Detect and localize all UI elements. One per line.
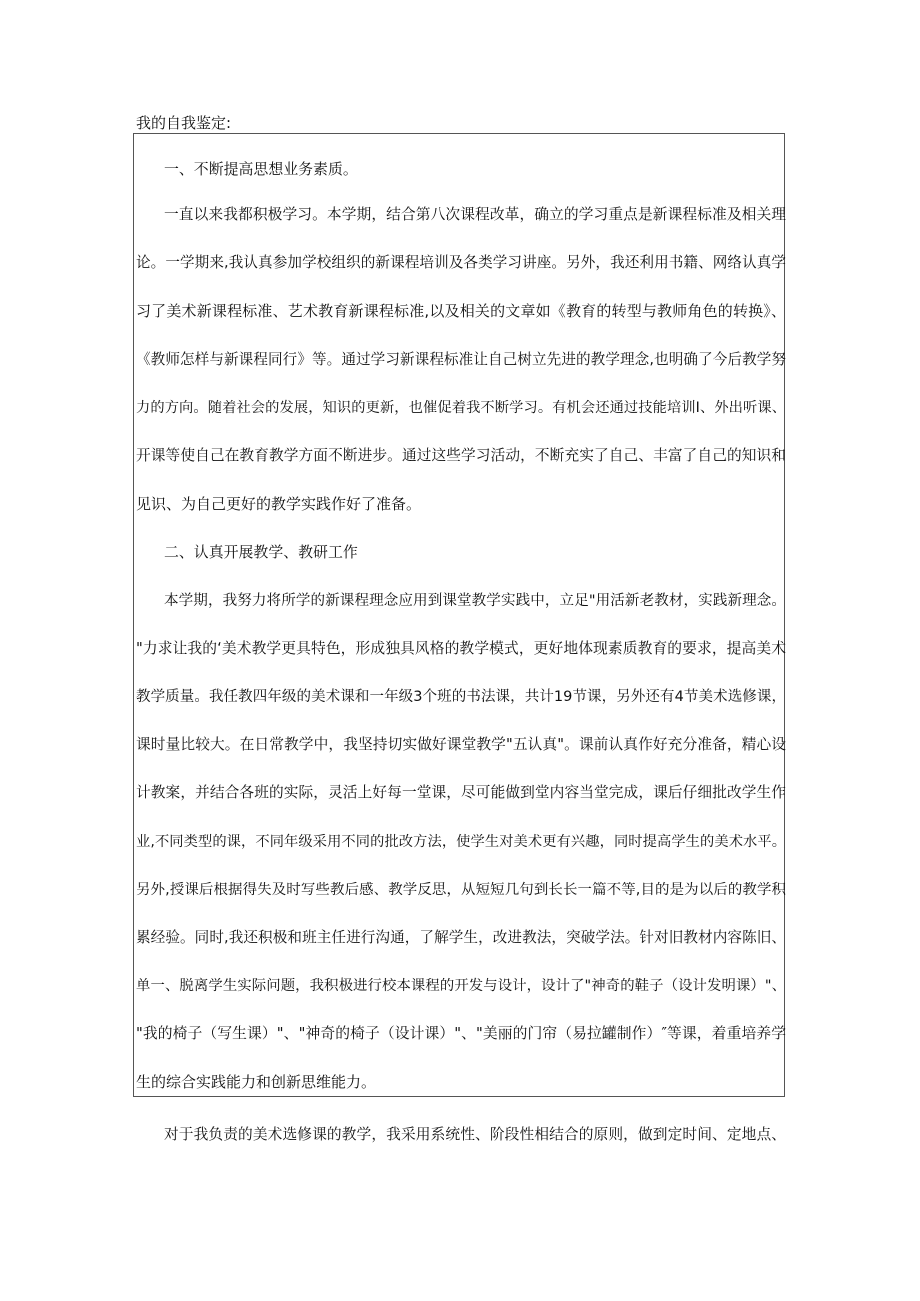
paragraph-line: 开课等使自己在教育教学方面不断进步。通过这些学习活动，不断充实了自己、丰富了自己的知识和 (136, 447, 786, 464)
paragraph-line: 《教师怎样与新课程同行》等。通过学习新课程标准让自己树立先进的教学理念,也明确了今后教学努 (136, 351, 786, 368)
paragraph-line: "力求让我的‘美术教学更具特色，形成独具风格的教学模式，更好地体现素质教育的要求，提高美术 (136, 640, 786, 657)
paragraph-line: 生的综合实践能力和创新思维能力。 (136, 1073, 377, 1091)
paragraph-line: 论。一学期来,我认真参加学校组织的新课程培训及各类学习讲座。另外，我还利用书籍、网络认真学 (136, 254, 786, 271)
paragraph-line: 一直以来我都积极学习。本学期，结合第八次课程改革，确立的学习重点是新课程标准及相关理 (164, 206, 786, 223)
paragraph-line: "我的椅子（写生课）"、"神奇的椅子（设计课）"、"美丽的门帘（易拉罐制作）″等课，着重培养学 (136, 1025, 786, 1042)
paragraph-line: 累经验。同时,我还积极和班主任进行沟通，了解学生，改进教法，突破学法。针对旧教材内容陈旧、 (136, 929, 786, 946)
paragraph-line: 单一、脱离学生实际问题，我积极进行校本课程的开发与设计，设计了"神奇的鞋子（设计发明课）"、 (136, 978, 786, 994)
section-heading-1: 一、不断提高思想业务素质。 (164, 160, 358, 178)
paragraph-line-after-box: 对于我负责的美术选修课的教学，我采用系统性、阶段性相结合的原则，做到定时间、定地点、 (164, 1126, 786, 1143)
paragraph-line: 见识、为自己更好的教学实践作好了准备。 (136, 495, 422, 513)
paragraph-line: 计教案，并结合各班的实际，灵活上好每一堂课，尽可能做到堂内容当堂完成，课后仔细批改学生作 (136, 784, 786, 801)
paragraph-line: 习了美术新课程标准、艺术教育新课程标准,以及相关的文章如《教育的转型与教师角色的转换》、 (136, 302, 786, 320)
paragraph-line: 业,不同类型的课，不同年级采用不同的批改方法，使学生对美术更有兴趣，同时提高学生的美术水平。 (136, 834, 786, 850)
paragraph-line: 课时量比较大。在日常教学中，我坚持切实做好课堂教学"五认真"。课前认真作好充分准备，精心设 (136, 736, 786, 753)
section-heading-2: 二、认真开展教学、教研工作 (164, 543, 358, 561)
paragraph-line: 本学期，我努力将所学的新课程理念应用到课堂教学实践中，立足"用活新老教材，实践新理念。 (164, 592, 786, 609)
page-heading: 我的自我鉴定: (136, 114, 232, 132)
paragraph-line: 教学质量。我任教四年级的美术课和一年级3个班的书法课，共计19节课，另外还有4节美术选修课， (136, 689, 786, 705)
paragraph-line: 另外,授课后根据得失及时写些教后感、教学反思，从短短几句到长长一篇不等,目的是为以后的教学积 (136, 882, 786, 898)
evaluation-box (133, 133, 785, 1097)
paragraph-line: 力的方向。随着社会的发展，知识的更新，也催促着我不断学习。有机会还通过技能培训Ⅰ、外出听课、 (136, 400, 786, 416)
